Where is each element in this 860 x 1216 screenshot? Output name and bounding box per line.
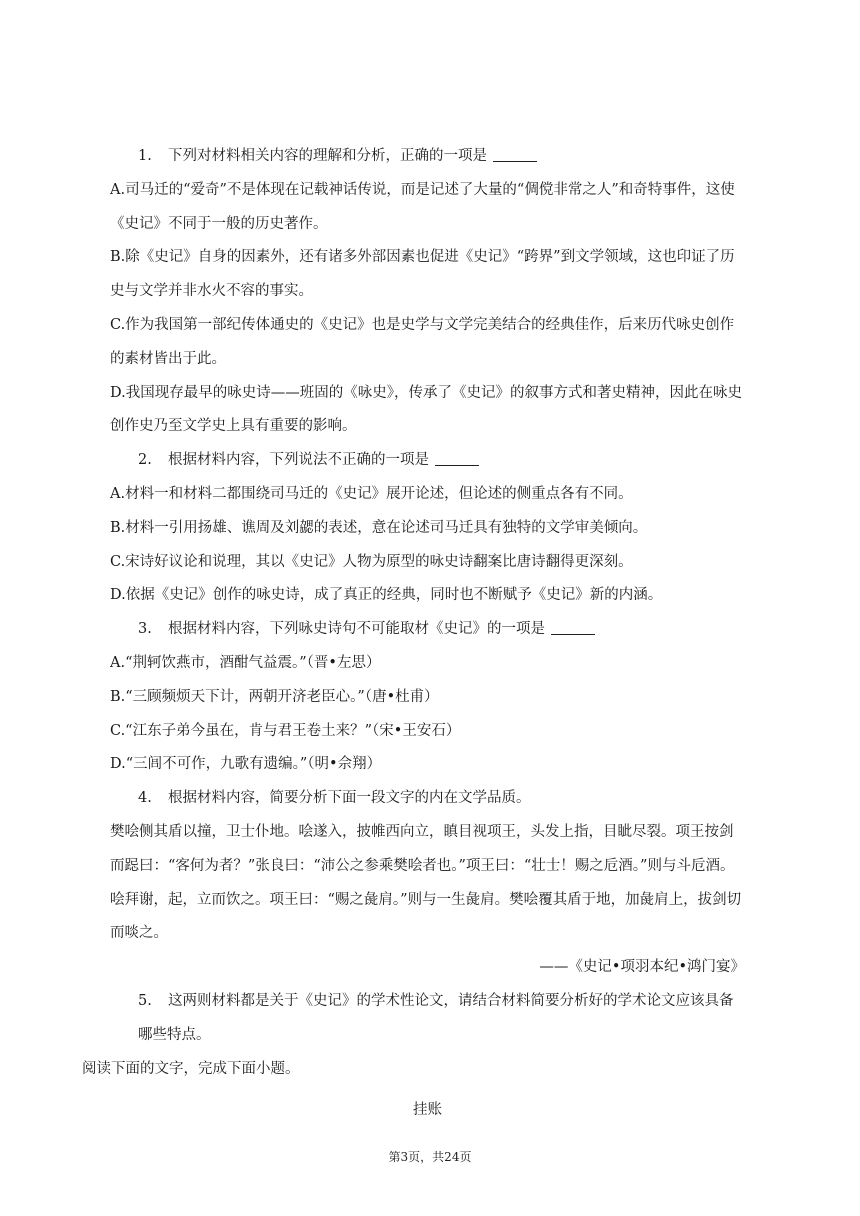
answer-blank[interactable] <box>435 449 479 466</box>
next-article-title: 挂账 <box>413 1102 442 1119</box>
question-5 <box>138 985 745 1053</box>
answer-blank[interactable] <box>551 618 595 635</box>
option-d: D.“三闾不可作，九歌有遗编。”（明•佘翔） <box>110 756 382 773</box>
answer-blank[interactable] <box>493 145 537 162</box>
question-number: 5. <box>138 992 152 1009</box>
question-stem: 这两则材料都是关于《史记》的学术性论文，请结合材料简要分析好的学术论文应该具备哪些特点。 <box>138 992 734 1043</box>
question-stem: 根据材料内容，简要分析下面一段文字的内在文学品质。 <box>168 790 531 807</box>
question-stem: 根据材料内容，下列咏史诗句不可能取材《史记》的一项是 <box>168 621 545 638</box>
option-c: C.宋诗好议论和说理，其以《史记》人物为原型的咏史诗翻案比唐诗翻得更深刻。 <box>110 553 633 570</box>
question-stem: 根据材料内容，下列说法不正确的一项是 <box>168 452 429 469</box>
passage-source: ——《史记•项羽本纪•鸿门宴》 <box>539 959 745 976</box>
option-b: B.“三顾频烦天下计，两朝开济老臣心。”（唐•杜甫） <box>110 688 439 705</box>
question-3 <box>138 613 745 647</box>
question-number: 3. <box>138 621 152 638</box>
option-a: A.“荆轲饮燕市，酒酣气益震。”（晋•左思） <box>110 654 381 671</box>
option-c: C.“江东子弟今虽在，肯与君王卷土来？”（宋•王安石） <box>110 722 461 739</box>
question-stem: 下列对材料相关内容的理解和分析，正确的一项是 <box>168 148 487 164</box>
question-number: 4. <box>138 790 152 807</box>
option-b: B.材料一引用扬雄、谯周及刘勰的表述，意在论述司马迁具有独特的文学审美倾向。 <box>110 519 648 536</box>
content-body <box>82 140 745 1128</box>
page-footer: 第3页，共24页 <box>388 1150 472 1164</box>
question-2 <box>138 444 745 478</box>
question-number: 2. <box>138 452 152 469</box>
question-4 <box>138 782 745 816</box>
option-a: A.材料一和材料二都围绕司马迁的《史记》展开论述，但论述的侧重点各有不同。 <box>110 485 633 502</box>
reading-instruction: 阅读下面的文字，完成下面小题。 <box>82 1060 300 1077</box>
option-d: D.依据《史记》创作的咏史诗，成了真正的经典，同时也不断赋予《史记》新的内涵。 <box>110 587 663 604</box>
option-c: C.作为我国第一部纪传体通史的《史记》也是史学与文学完美结合的经典佳作，后来历代咏史创作的素材皆出于此。 <box>110 316 735 367</box>
option-b: B.除《史记》自身的因素外，还有诸多外部因素也促进《史记》“跨界”到文学领域，这也印证了历史与文学并非水火不容的事实。 <box>110 249 735 300</box>
quoted-passage: 樊哙侧其盾以撞，卫士仆地。哙遂入，披帷西向立，瞋目视项王，头发上指，目眦尽裂。项王按剑而跽曰：“客何为者？”张良曰：“沛公之参乘樊哙者也。”项王曰：“壮士！赐之卮酒。”则与斗卮酒。哙拜谢，起，立而饮之。项王曰：“赐之彘肩。”则与一生彘肩。樊哙覆其盾于地，加彘肩上，拔剑切而啖之。 <box>110 823 742 942</box>
question-number: 1. <box>138 148 152 164</box>
option-a: A.司马迁的“爱奇”不是体现在记载神话传说，而是记述了大量的“倜傥非常之人”和奇特事件，这使《史记》不同于一般的历史著作。 <box>110 181 735 232</box>
question-1 <box>138 140 745 174</box>
option-d: D.我国现存最早的咏史诗——班固的《咏史》，传承了《史记》的叙事方式和著史精神，因此在咏史创作史乃至文学史上具有重要的影响。 <box>110 384 742 435</box>
